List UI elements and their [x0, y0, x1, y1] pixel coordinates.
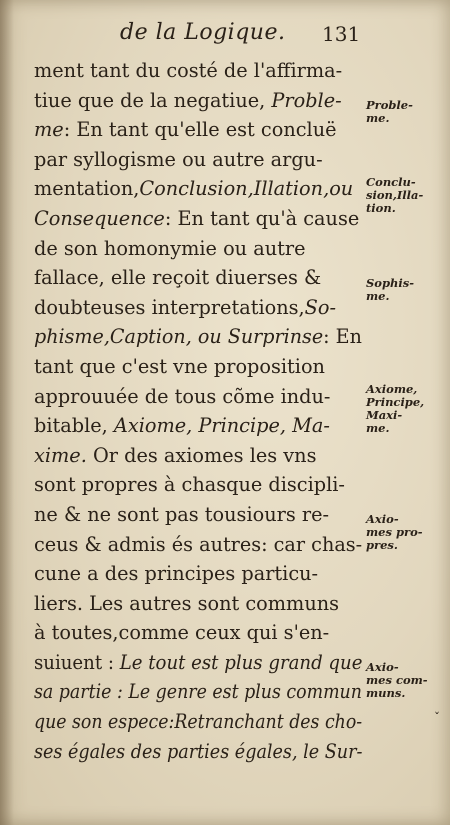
running-title: de la Logique. — [120, 20, 286, 45]
text-segment: fallace, elle reçoit diuerses & — [34, 266, 322, 290]
margin-note — [366, 513, 423, 552]
text-line — [34, 204, 362, 234]
text-line — [34, 86, 362, 116]
text-segment: par syllogisme ou autre argu- — [34, 147, 323, 171]
margin-note-line: Conclu- — [366, 174, 416, 189]
margin-note-line: tion. — [366, 200, 396, 215]
text-line — [34, 56, 362, 86]
text-line — [34, 618, 362, 648]
text-segment: tiue que de la negatiue, — [34, 88, 272, 112]
text-segment: de son homonymie ou autre — [34, 236, 306, 260]
page-gutter-shadow — [0, 0, 14, 825]
text-line — [34, 559, 362, 589]
text-segment: cune a des principes particu- — [34, 562, 319, 586]
text-segment: à toutes,comme ceux qui s'en- — [34, 621, 330, 645]
page-number: 131 — [322, 22, 361, 46]
margin-note — [366, 176, 423, 215]
text-line — [34, 500, 362, 530]
text-segment: ceus & admis és autres: car chas- — [34, 532, 363, 556]
margin-note-line: me. — [366, 421, 390, 436]
text-line — [34, 234, 362, 264]
margin-note-line: me. — [366, 288, 390, 303]
text-line — [34, 293, 362, 323]
margin-note-line: Axio- — [366, 512, 399, 527]
text-line — [34, 174, 362, 204]
text-line — [34, 145, 362, 175]
body-text — [34, 56, 364, 766]
margin-notes — [366, 56, 446, 756]
margin-mark: ˯ — [434, 700, 440, 714]
text-line — [34, 441, 362, 471]
text-segment: mentation, — [34, 177, 140, 201]
text-line — [34, 648, 363, 678]
margin-note-line: Maxi- — [366, 408, 403, 423]
italic-term: Proble- — [271, 88, 342, 112]
text-line — [34, 382, 362, 412]
margin-note-line: Principe, — [366, 395, 425, 410]
margin-note — [366, 277, 414, 303]
text-segment: sont propres à chasque discipli- — [34, 473, 345, 497]
margin-note — [366, 661, 428, 700]
text-segment: tant que c'est vne proposition — [34, 354, 325, 378]
italic-term: Axiome, Principe, Ma- — [113, 414, 330, 438]
text-line — [34, 352, 362, 382]
italic-term: me — [34, 118, 64, 142]
text-line — [34, 677, 362, 707]
text-segment: ne & ne sont pas tousiours re- — [34, 502, 329, 526]
margin-note-line: me. — [366, 110, 390, 125]
italic-term: Conclusion,Illation,ou — [139, 177, 354, 201]
italic-term: Le tout est plus grand que — [119, 650, 363, 674]
text-segment: bitable, — [34, 414, 114, 438]
text-line — [34, 411, 362, 441]
text-segment: Or des axiomes les vns — [86, 443, 317, 467]
margin-note — [366, 383, 424, 435]
margin-note-line: Axiome, — [366, 382, 418, 397]
text-line — [34, 707, 363, 737]
text-segment: : En tant qu'à cause — [164, 206, 360, 230]
text-segment: liers. Les autres sont communs — [34, 591, 340, 615]
text-segment: : En — [323, 325, 362, 349]
running-head — [0, 20, 450, 54]
margin-note-line: Proble- — [366, 97, 413, 112]
text-line — [34, 115, 362, 145]
text-segment: suiuent : — [34, 650, 120, 674]
margin-note-line: Sophis- — [366, 275, 414, 290]
text-line — [34, 322, 362, 352]
italic-term: xime. — [34, 443, 87, 467]
text-segment: ment tant du costé de l'affirma- — [34, 59, 343, 82]
margin-note — [366, 99, 413, 125]
italic-term: sa partie : Le genre est plus commun — [34, 680, 362, 704]
margin-note-line: Axio- — [366, 660, 399, 675]
text-line — [34, 530, 361, 560]
italic-term: que son espece:Retranchant des cho- — [34, 710, 363, 734]
text-segment: doubteuses interpretations, — [34, 295, 305, 319]
text-segment: approuuée de tous cõme indu- — [34, 384, 331, 408]
text-line — [34, 589, 362, 619]
italic-term: So- — [304, 295, 336, 319]
italic-term: ses égales des parties égales, le Sur- — [34, 739, 363, 763]
text-line — [34, 737, 363, 767]
margin-note-line: pres. — [366, 538, 398, 553]
text-segment: : En tant qu'elle est concluë — [63, 118, 337, 142]
margin-note-line: sion,Illa- — [366, 187, 424, 202]
margin-note-line: mes com- — [366, 673, 428, 688]
italic-term: phisme,Caption, ou Surprinse — [34, 325, 324, 349]
margin-note-line: mes pro- — [366, 525, 423, 540]
italic-term: Consequence — [34, 206, 165, 230]
margin-note-line: muns. — [366, 686, 406, 701]
text-line — [34, 470, 362, 500]
text-line — [34, 263, 362, 293]
